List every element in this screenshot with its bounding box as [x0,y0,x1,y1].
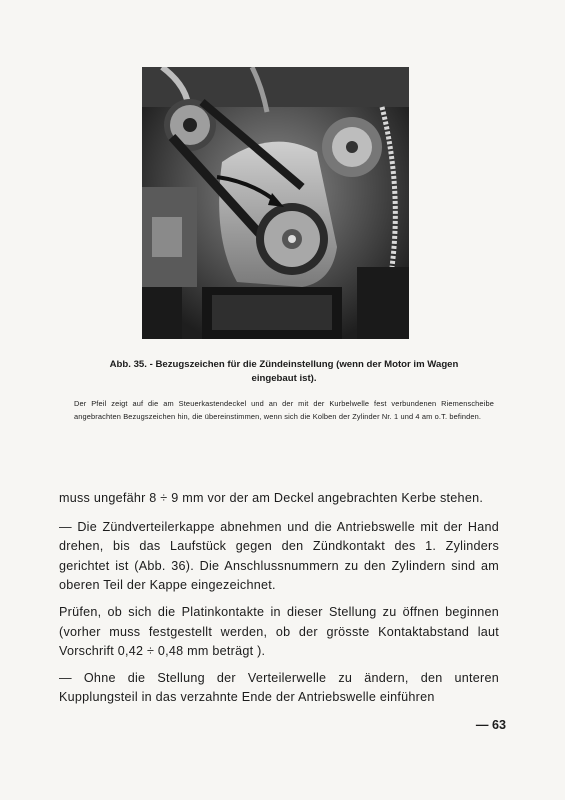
paragraph: — Ohne die Stellung der Verteilerwelle zu ändern, den unteren Kupplungsteil in das verzahnte Ende der Antriebswelle einführen [59,670,499,705]
paragraph: Prüfen, ob sich die Platinkontakte in dieser Stellung zu öffnen beginnen (vorher muss festgestellt werden, ob der grösste Kontaktabstand laut Vorschrift 0,42 ÷ 0,48 mm beträgt ). [59,604,499,659]
paragraph: muss ungefähr 8 ÷ 9 mm vor der am Deckel angebrachten Kerbe stehen. [59,491,484,505]
engine-photo-drawing [142,67,409,339]
body-text [59,489,499,715]
engine-photo [142,67,409,339]
paragraph: — Die Zündverteilerkappe abnehmen und die Antriebswelle mit der Hand drehen, bis das Laufstück gegen den Zündkontakt des 1. Zylinders gerichtet ist (Abb. 36). Die Anschlussnummern zu den Zylindern sind am oberen Teil der Kappe eingezeichnet. [59,519,499,593]
page-number: — 63 [475,718,506,732]
figure-caption-body: Der Pfeil zeigt auf die am Steuerkastendeckel und an der mit der Kurbelwelle fest verbundenen Riemenscheibe angebrachten Bezugszeichen hin, die übereinstimmen, wenn sich die Kolben der Zylinder Nr. 1 und 4 am o.T. befinden. [74,399,494,421]
figure-caption-title: Abb. 35. - Bezugszeichen für die Zündeinstellung (wenn der Motor im Wagen eingebaut ist). [109,359,459,384]
